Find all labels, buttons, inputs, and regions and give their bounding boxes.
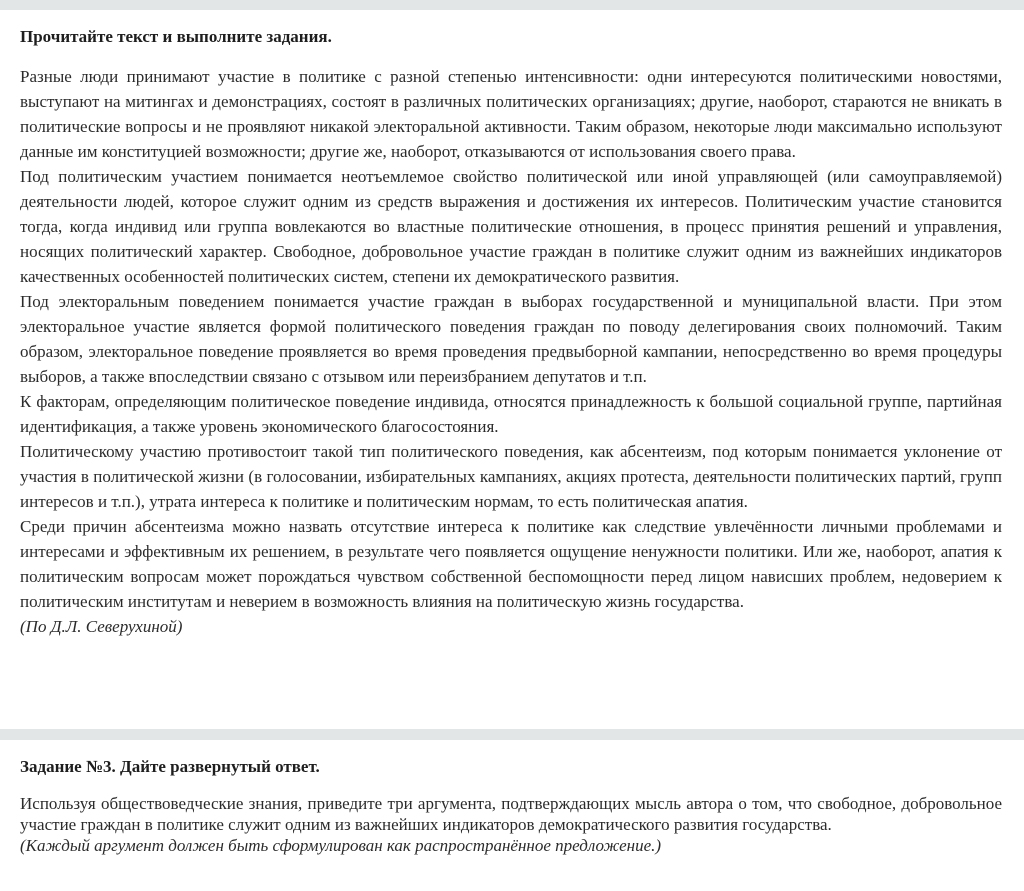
reading-heading: Прочитайте текст и выполните задания. <box>20 27 332 46</box>
paragraph-4: К факторам, определяющим политическое поведение индивида, относятся принадлежность к большой социальной группе, партийная идентификация, а также уровень экономического благосостояния. <box>20 392 1002 436</box>
task-text: Используя обществоведческие знания, приведите три аргумента, подтверждающих мысль автора о том, что свободное, добровольное участие граждан в политике служит одним из важнейших индикаторов демократического развития государства. <box>20 794 1002 834</box>
paragraph-6: Среди причин абсентеизма можно назвать отсутствие интереса к политике как следствие увлечённости личными проблемами и интересами и эффективным их решением, в результате чего появляется ощущение ненужности политики. Или же, наоборот, апатия к политическим вопросам может порождаться чувством собственной беспомощности перед лицом нависших проблем, недоверием к политическим институтам и неверием в возможность влияния на политическую жизнь государства. <box>20 517 1002 611</box>
top-divider <box>0 0 1024 10</box>
paragraph-5: Политическому участию противостоит такой тип политического поведения, как абсентеизм, под которым понимается уклонение от участия в политической жизни (в голосовании, избирательных кампаниях, акциях протеста, деятельности политических партий, групп интересов и т.п.), утрата интереса к политике и политическим нормам, то есть политическая апатия. <box>20 442 1002 511</box>
task-note: (Каждый аргумент должен быть сформулирован как распространённое предложение.) <box>20 836 662 855</box>
reading-section <box>20 26 1002 639</box>
task-section <box>20 756 1002 856</box>
paragraph-3: Под электоральным поведением понимается участие граждан в выборах государственной и муниципальной власти. При этом электоральное участие является формой политического поведения граждан по поводу делегирования своих полномочий. Таким образом, электоральное поведение проявляется во время проведения предвыборной кампании, непосредственно во время процедуры выборов, а также впоследствии связано с отзывом или переизбранием депутатов и т.п. <box>20 292 1002 386</box>
source-citation: (По Д.Л. Северухиной) <box>20 617 183 636</box>
paragraph-2: Под политическим участием понимается неотъемлемое свойство политической или иной управляющей (или самоуправляемой) деятельности людей, которое служит одним из средств выражения и достижения их интересов. Политическим участие становится тогда, когда индивид или группа вовлекаются во властные политические отношения, в процесс принятия решений и управления, носящих политический характер. Свободное, добровольное участие граждан в политике служит одним из важнейших индикаторов качественных особенностей политических систем, степени их демократического развития. <box>20 167 1002 286</box>
task-heading: Задание №3. Дайте развернутый ответ. <box>20 757 320 776</box>
section-divider <box>0 729 1024 740</box>
paragraph-1: Разные люди принимают участие в политике с разной степенью интенсивности: одни интересуются политическими новостями, выступают на митингах и демонстрациях, состоят в различных политических организациях; другие, наоборот, стараются не вникать в политические вопросы и не проявляют никакой электоральной активности. Таким образом, некоторые люди максимально используют данные им конституцией возможности; другие же, наоборот, отказываются от использования своего права. <box>20 67 1002 161</box>
